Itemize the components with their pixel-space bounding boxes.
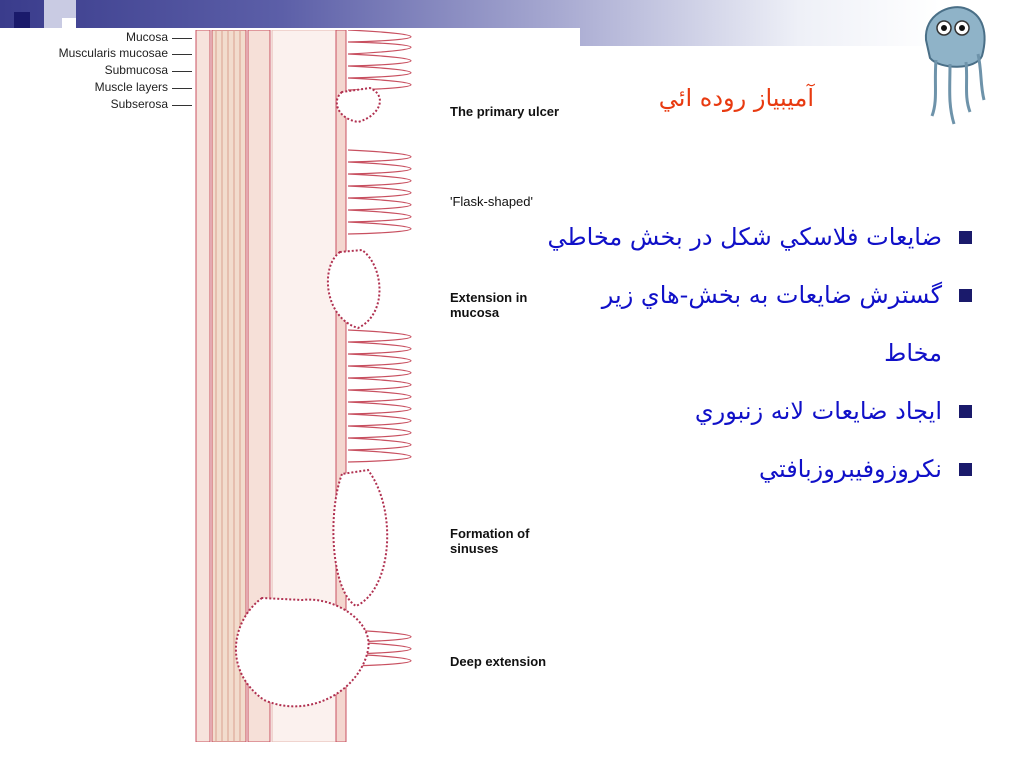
annotation-deep-extension: Deep extension [450, 654, 547, 669]
intestinal-wall-diagram [192, 30, 444, 742]
annotation-primary-ulcer: The primary ulcer [450, 104, 560, 119]
legend-subserosa: Subserosa [110, 97, 168, 111]
bullet-item [542, 440, 972, 498]
bullet-list [542, 208, 972, 498]
legend-muscle-layers: Muscle layers [94, 80, 168, 94]
bullet-text: ضايعات فلاسکي شکل در بخش مخاطي [547, 223, 942, 251]
amoeba-cartoon-icon [920, 4, 990, 128]
annotation-extension-in-mucosa: Extension in mucosa [450, 290, 528, 320]
bullet-text: ايجاد ضايعات لانه زنبوري [694, 397, 942, 425]
slide-title: آميبياز روده ائي [658, 84, 814, 112]
bullet-text: نکروزوفيبروزبافتي [758, 455, 942, 483]
legend-submucosa: Submucosa [104, 63, 168, 77]
square-bullet-icon [959, 231, 972, 244]
corner-decoration [14, 12, 30, 28]
square-bullet-icon [959, 289, 972, 302]
legend-mucosa: Mucosa [125, 30, 168, 44]
intestinal-wall-figure [0, 28, 580, 750]
legend-muscularis-mucosae: Muscularis mucosae [58, 46, 168, 60]
annotation-flask-shaped: 'Flask-shaped' [450, 194, 534, 209]
bullet-text: گسترش ضايعات به بخش-هاي زير مخاط [601, 281, 942, 367]
bullet-item [542, 208, 972, 266]
bullet-item [542, 382, 972, 440]
bullet-item [542, 266, 972, 382]
square-bullet-icon [959, 463, 972, 476]
annotation-formation-of-sinuses: Formation of sinuses [450, 526, 530, 556]
square-bullet-icon [959, 405, 972, 418]
